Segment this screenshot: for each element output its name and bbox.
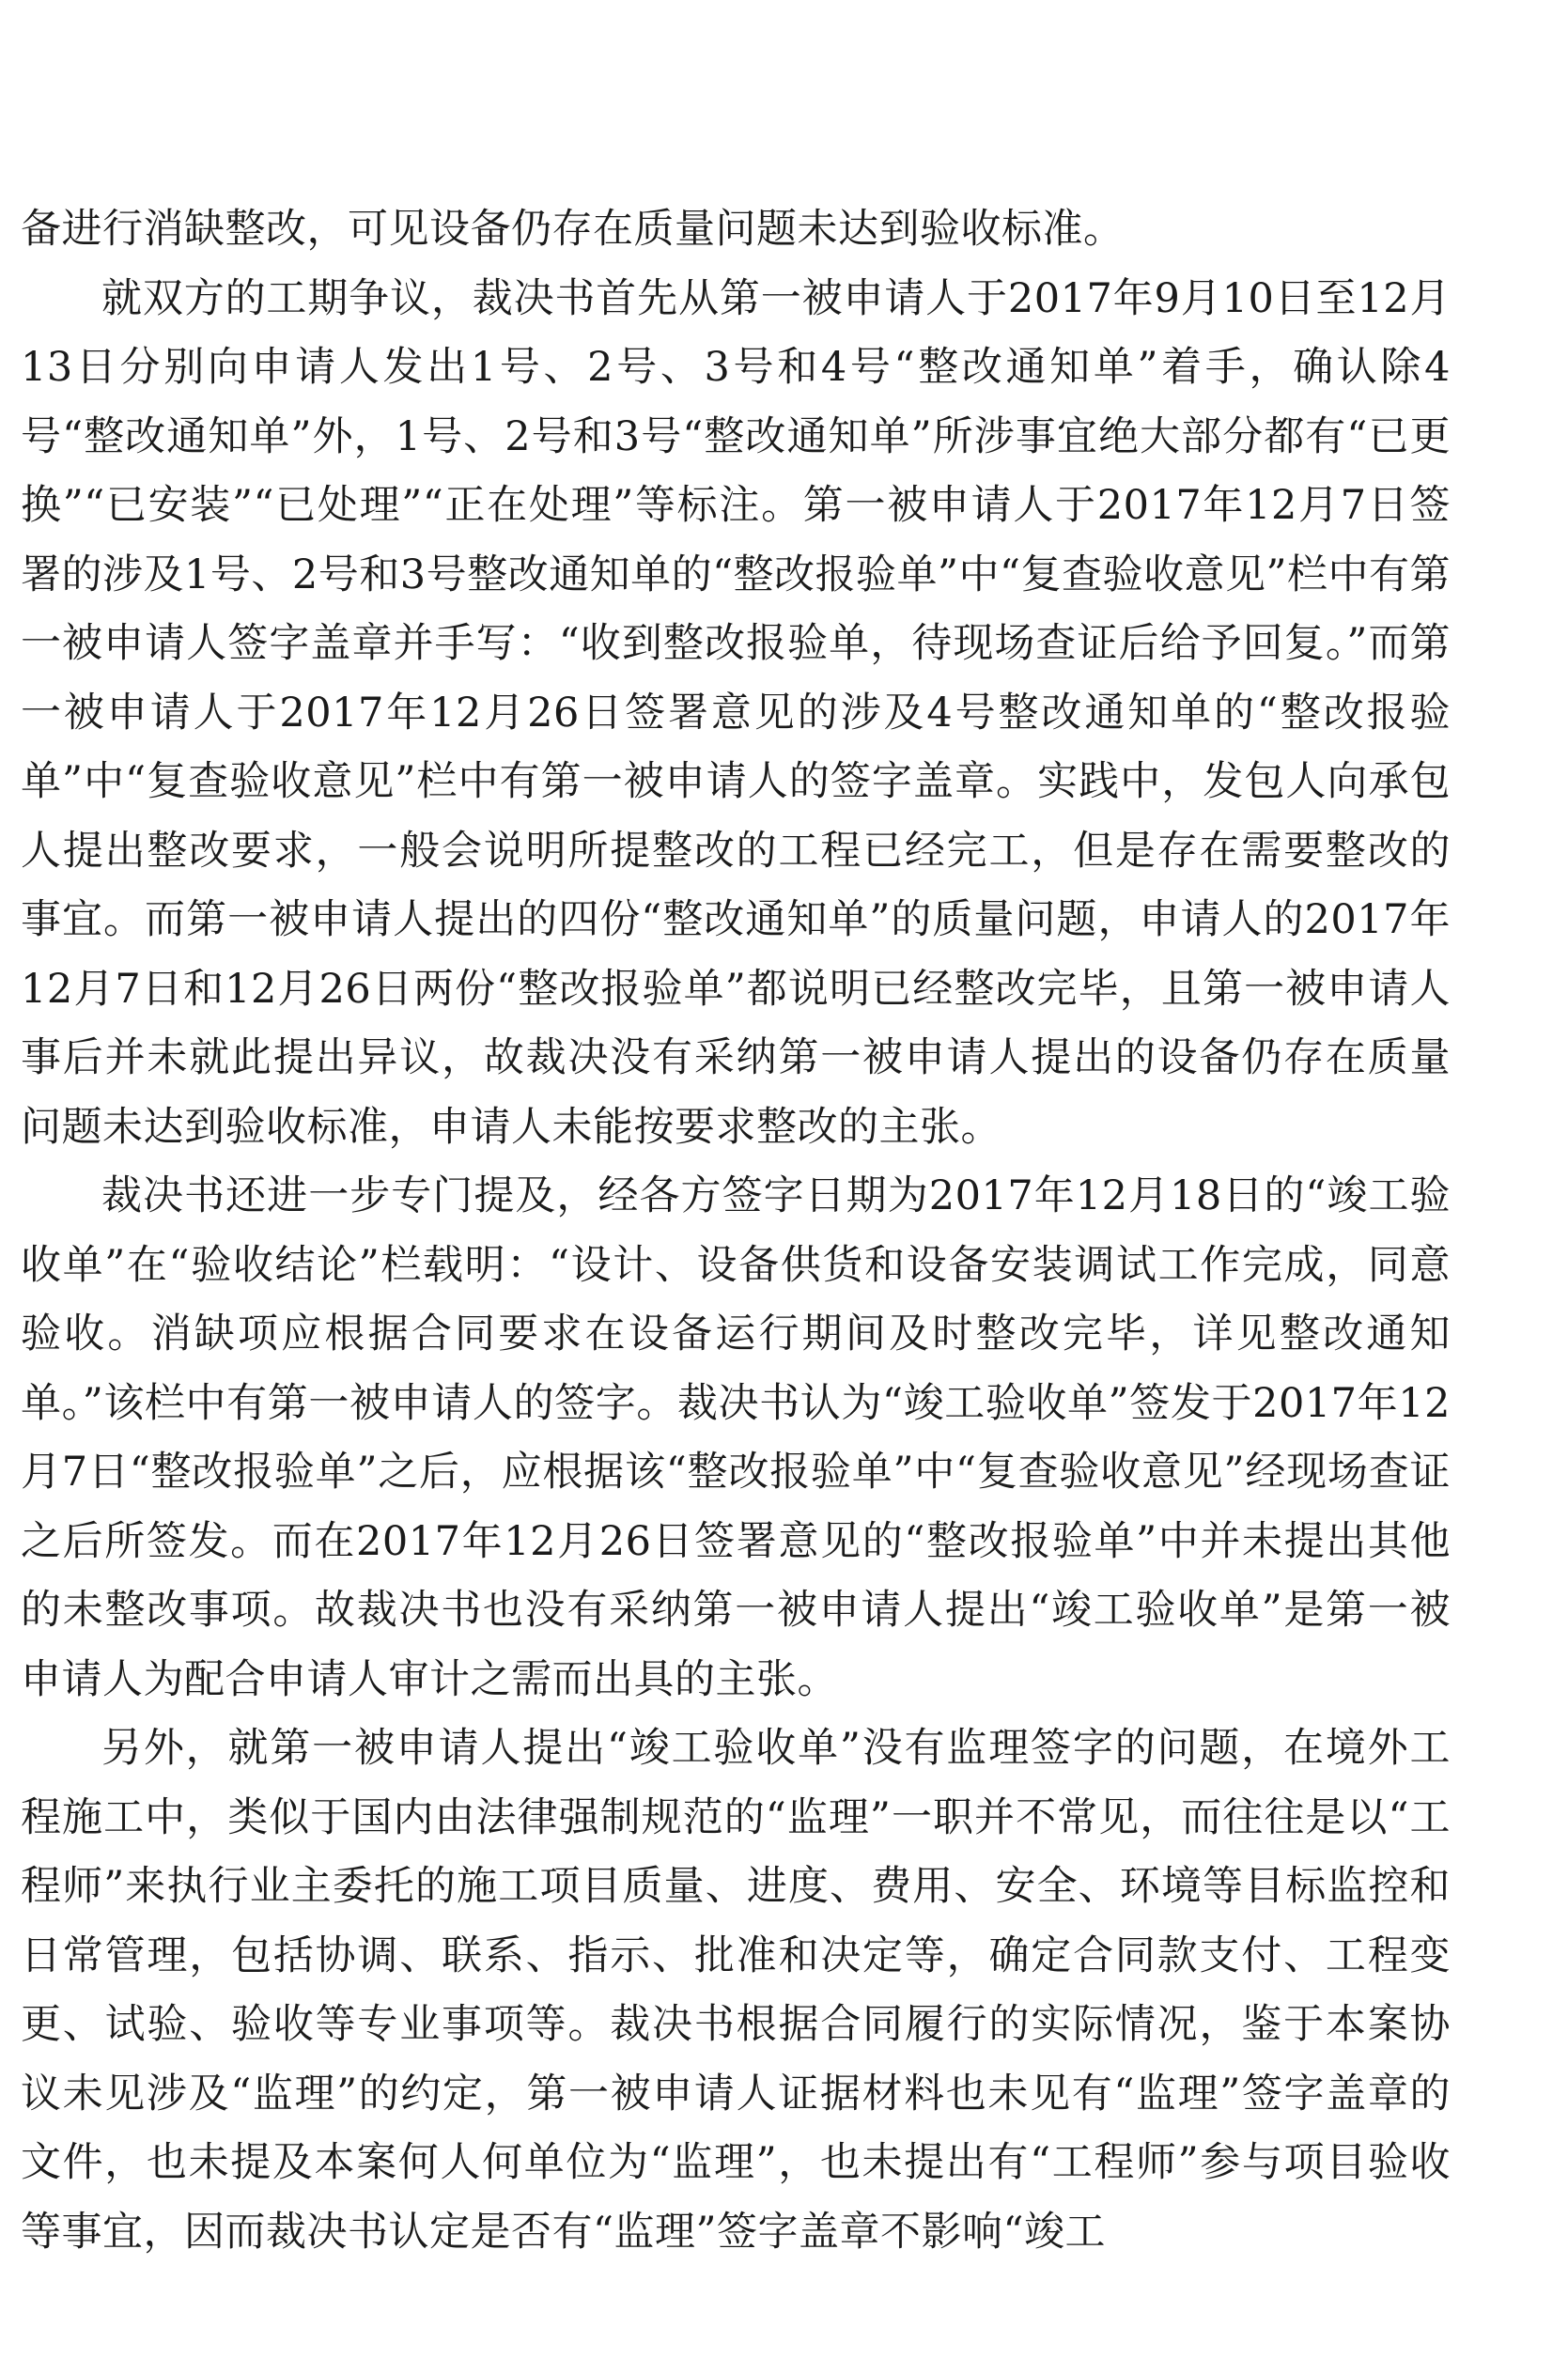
paragraph-completion-acceptance: 裁决书还进一步专门提及，经各方签字日期为2017年12月18日的“竣工验收单”在“验收结论”栏载明：“设计、设备供货和设备安装调试工作完成，同意验收。消缺项应根据合同要求在设备运行期间及时整改完毕，详见整改通知单。”该栏中有第一被申请人的签字。裁决书认为“竣工验收单”签发于2017年12月7日“整改报验单”之后，应根据该“整改报验单”中“复查验收意见”经现场查证之后所签发。而在2017年12月26日签署意见的“整改报验单”中并未提出其他的未整改事项。故裁决书也没有采纳第一被申请人提出“竣工验收单”是第一被申请人为配合申请人审计之需而出具的主张。	[21, 1172, 1451, 1703]
paragraph-schedule-dispute: 就双方的工期争议，裁决书首先从第一被申请人于2017年9月10日至12月13日分别向申请人发出1号、2号、3号和4号“整改通知单”着手，确认除4号“整改通知单”外，1号、2号和3号“整改通知单”所涉事宜绝大部分都有“已更换”“已安装”“已处理”“正在处理”等标注。第一被申请人于2017年12月7日签署的涉及1号、2号和3号整改通知单的“整改报验单”中“复查验收意见”栏中有第一被申请人签字盖章并手写：“收到整改报验单，待现场查证后给予回复。”而第一被申请人于2017年12月26日签署意见的涉及4号整改通知单的“整改报验单”中“复查验收意见”栏中有第一被申请人的签字盖章。实践中，发包人向承包人提出整改要求，一般会说明所提整改的工程已经完工，但是存在需要整改的事宜。而第一被申请人提出的四份“整改通知单”的质量问题，申请人的2017年12月7日和12月26日两份“整改报验单”都说明已经整改完毕，且第一被申请人事后并未就此提出异议，故裁决没有采纳第一被申请人提出的设备仍存在质量问题未达到验收标准，申请人未能按要求整改的主张。	[21, 274, 1452, 1151]
paragraph-supervision-issue: 另外，就第一被申请人提出“竣工验收单”没有监理签字的问题，在境外工程施工中，类似于国内由法律强制规范的“监理”一职并不常见，而往往是以“工程师”来执行业主委托的施工项目质量、进度、费用、安全、环境等目标监控和日常管理，包括协调、联系、指示、批准和决定等，确定合同款支付、工程变更、试验、验收等专业事项等。裁决书根据合同履行的实际情况，鉴于本案协议未见涉及“监理”的约定，第一被申请人证据材料也未见有“监理”签字盖章的文件，也未提及本案何人何单位为“监理”，也未提出有“工程师”参与项目验收等事宜，因而裁决书认定是否有“监理”签字盖章不影响“竣工	[21, 1725, 1451, 2256]
paragraph-continuation: 备进行消缺整改，可见设备仍存在质量问题未达到验收标准。	[21, 206, 1125, 253]
document-body	[21, 195, 1451, 2267]
